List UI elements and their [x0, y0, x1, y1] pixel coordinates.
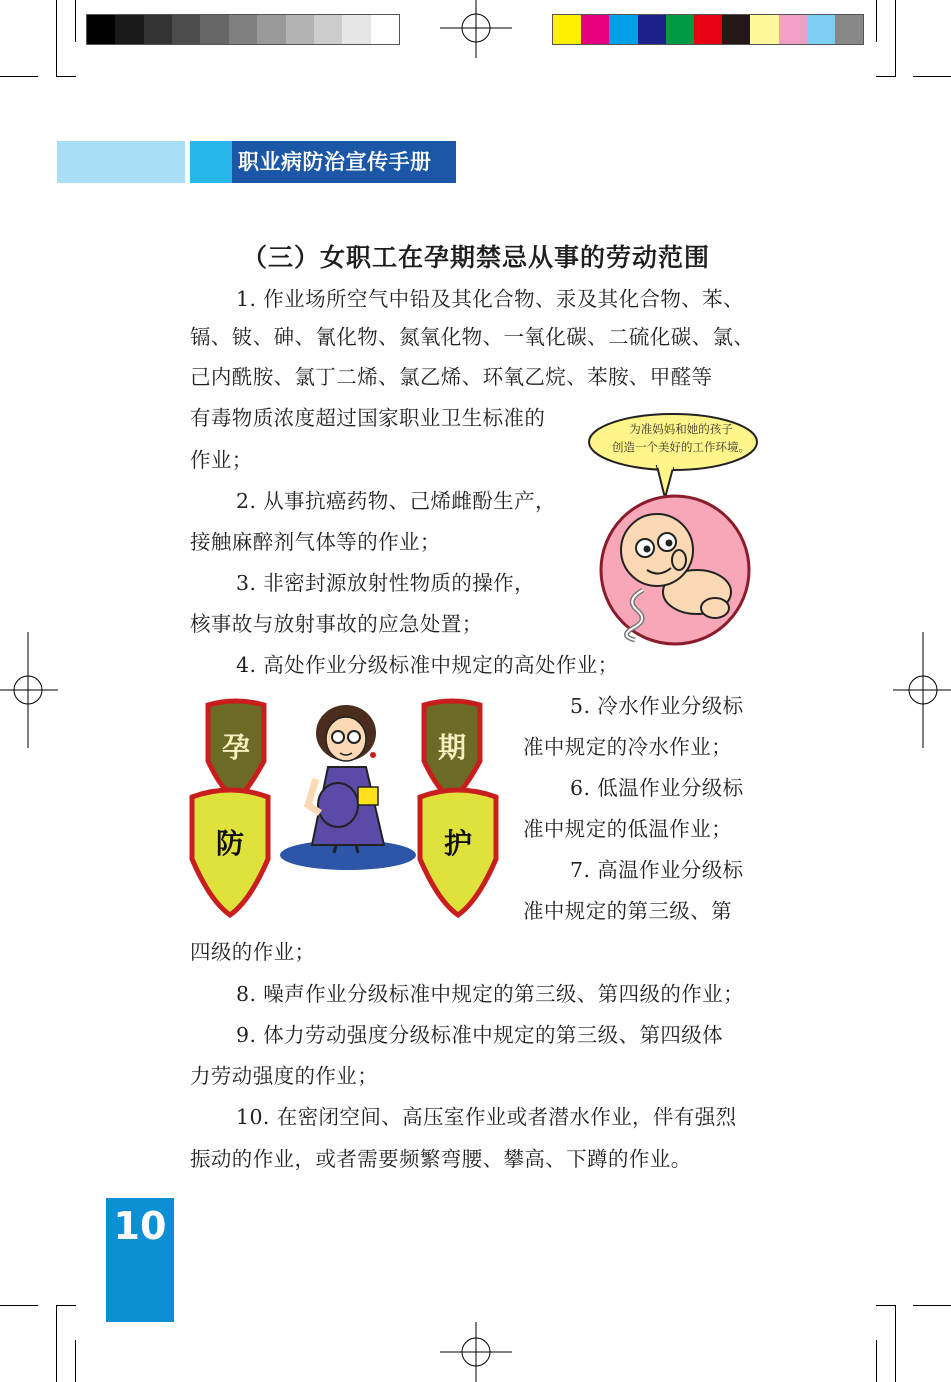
graybar-swatch [200, 15, 228, 44]
graybar-swatch [229, 15, 257, 44]
item-7-line-2: 准中规定的第三级、第 [523, 899, 732, 923]
item-5-line-2: 准中规定的冷水作业； [523, 735, 732, 759]
header-mid-block [190, 141, 232, 183]
item-8-line-1: 8. 噪声作业分级标准中规定的第三级、第四级的作业； [236, 982, 744, 1006]
speech-bubble-line-1: 为准妈妈和她的孩子 [629, 422, 733, 436]
graybar-swatch [257, 15, 285, 44]
color-calibration-bar [552, 14, 864, 45]
item-1-line-2: 镉、铍、砷、氰化物、氮氧化物、一氧化碳、二硫化碳、氯、 [190, 325, 755, 349]
colorbar-swatch [553, 15, 581, 44]
graybar-swatch [87, 15, 115, 44]
item-6-line-2: 准中规定的低温作业； [523, 817, 732, 841]
colorbar-swatch [638, 15, 666, 44]
item-6-line-1: 6. 低温作业分级标 [570, 776, 744, 800]
shield-label-bottom-right: 护 [443, 827, 472, 860]
item-1-line-3: 己内酰胺、氯丁二烯、氯乙烯、环氧乙烷、苯胺、甲醛等 [190, 365, 713, 389]
graybar-swatch [314, 15, 342, 44]
colorbar-swatch [750, 15, 778, 44]
item-7-line-1: 7. 高温作业分级标 [570, 858, 744, 882]
item-9-line-1: 9. 体力劳动强度分级标准中规定的第三级、第四级体 [236, 1023, 724, 1047]
colorbar-swatch [694, 15, 722, 44]
speech-bubble-text [596, 420, 766, 456]
header-light-block [57, 141, 185, 183]
graybar-swatch [115, 15, 143, 44]
item-4-line-1: 4. 高处作业分级标准中规定的高处作业； [236, 653, 619, 677]
colorbar-swatch [609, 15, 637, 44]
item-10-line-1: 10. 在密闭空间、高压室作业或者潜水作业，伴有强烈 [236, 1105, 737, 1129]
graybar-swatch [371, 15, 399, 44]
item-10-line-2: 振动的作业，或者需要频繁弯腰、攀高、下蹲的作业。 [190, 1147, 692, 1171]
section-title: （三）女职工在孕期禁忌从事的劳动范围 [241, 243, 710, 272]
graybar-swatch [342, 15, 370, 44]
colorbar-swatch [807, 15, 835, 44]
item-1-line-4: 有毒物质浓度超过国家职业卫生标准的 [190, 406, 546, 430]
page-number: 10 [113, 1204, 167, 1248]
shield-label-top-left: 孕 [221, 731, 250, 764]
item-3-line-2: 核事故与放射事故的应急处置； [190, 612, 483, 636]
item-9-line-2: 力劳动强度的作业； [190, 1064, 379, 1088]
shield-label-bottom-left: 防 [215, 827, 244, 860]
colorbar-swatch [722, 15, 750, 44]
colorbar-swatch [581, 15, 609, 44]
colorbar-swatch [666, 15, 694, 44]
shield-label-top-right: 期 [437, 731, 466, 764]
grayscale-calibration-bar [86, 14, 400, 45]
speech-bubble-line-2: 创造一个美好的工作环境。 [612, 440, 750, 454]
graybar-swatch [286, 15, 314, 44]
colorbar-swatch [835, 15, 863, 44]
handbook-title: 职业病防治宣传手册 [238, 150, 432, 174]
graybar-swatch [172, 15, 200, 44]
item-2-line-2: 接触麻醉剂气体等的作业； [190, 530, 441, 554]
item-2-line-1: 2. 从事抗癌药物、己烯雌酚生产， [236, 489, 556, 513]
item-5-line-1: 5. 冷水作业分级标 [570, 694, 744, 718]
item-1-line-5: 作业； [190, 448, 253, 472]
graybar-swatch [144, 15, 172, 44]
item-3-line-1: 3. 非密封源放射性物质的操作， [236, 571, 535, 595]
colorbar-swatch [779, 15, 807, 44]
item-7-line-3: 四级的作业； [190, 940, 316, 964]
item-1-line-1: 1. 作业场所空气中铅及其化合物、汞及其化合物、苯、 [236, 287, 744, 311]
